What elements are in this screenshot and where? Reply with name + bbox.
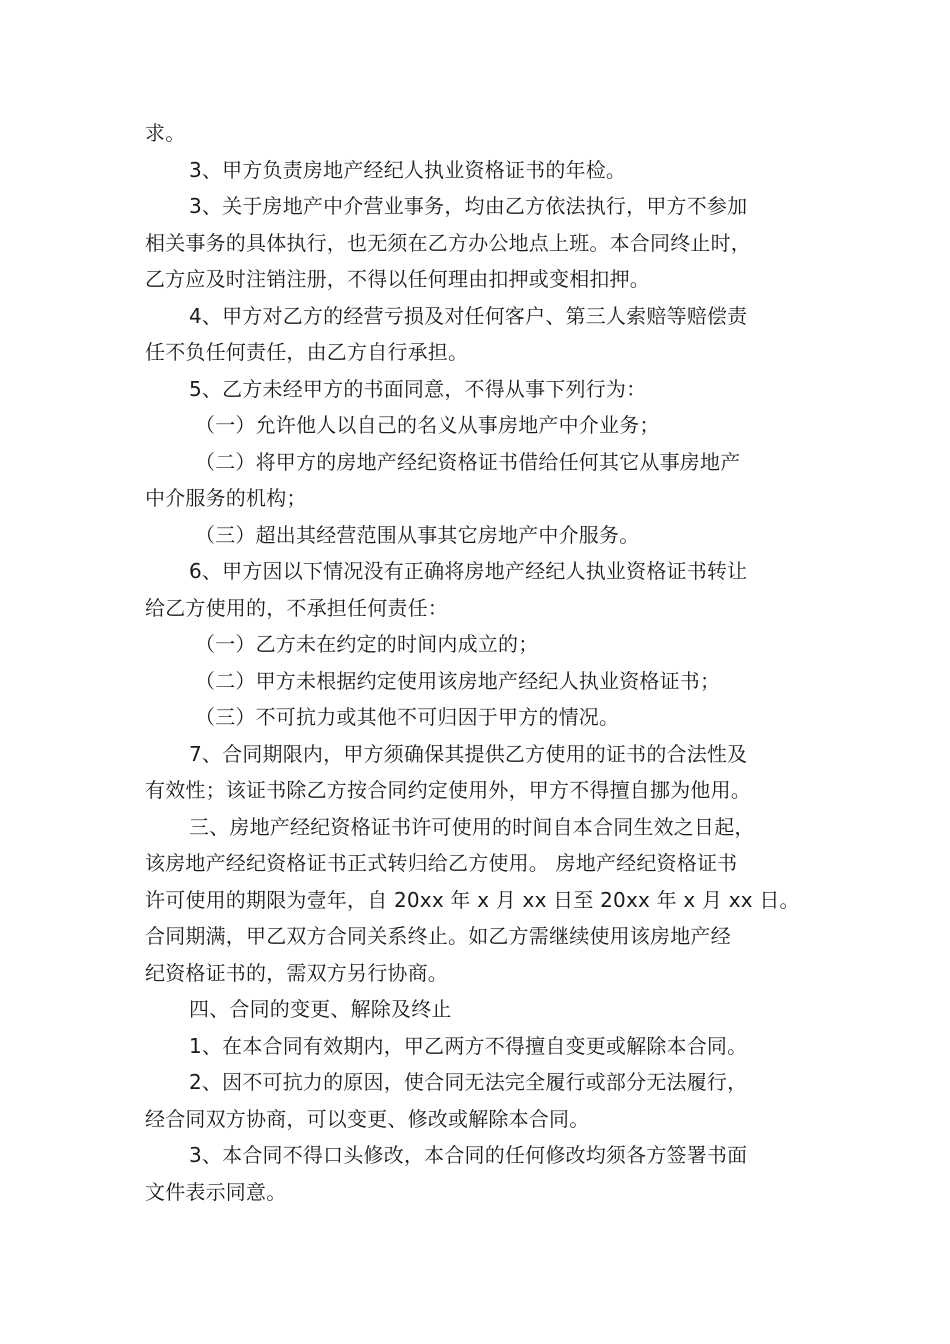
text-line: （二）将甲方的房地产经纪资格证书借给任何其它从事房地产 (195, 449, 741, 474)
text-line: 7、合同期限内，甲方须确保其提供乙方使用的证书的合法性及 (189, 741, 748, 766)
text-line: 给乙方使用的，不承担任何责任： (145, 595, 448, 620)
text-line: 5、乙方未经甲方的书面同意，不得从事下列行为： (189, 376, 647, 401)
text-line: 3、关于房地产中介营业事务，均由乙方依法执行，甲方不参加 (189, 194, 748, 218)
text-line: 该房地产经纪资格证书正式转归给乙方使用。 房地产经纪资格证书 (145, 851, 738, 875)
text-line: 任不负任何责任，由乙方自行承担。 (145, 340, 469, 364)
text-line: 经合同双方协商，可以变更、修改或解除本合同。 (145, 1106, 590, 1131)
document-body (145, 115, 809, 1210)
text-line: 四、合同的变更、解除及终止 (189, 997, 452, 1021)
text-line: 4、甲方对乙方的经营亏损及对任何客户、第三人索赔等赔偿责 (189, 303, 748, 328)
text-line: 中介服务的机构； (145, 486, 307, 510)
text-line: 合同期满，甲乙双方合同关系终止。如乙方需继续使用该房地产经 (145, 924, 731, 948)
text-line: 2、因不可抗力的原因，使合同无法完全履行或部分无法履行， (189, 1070, 748, 1094)
text-line: 三、房地产经纪资格证书许可使用的时间自本合同生效之日起， (189, 814, 755, 839)
text-line: （三）超出其经营范围从事其它房地产中介服务。 (195, 522, 640, 547)
text-line: 6、甲方因以下情况没有正确将房地产经纪人执业资格证书转让 (189, 559, 748, 583)
text-line: 1、在本合同有效期内，甲乙两方不得擅自变更或解除本合同。 (189, 1033, 748, 1058)
text-line: 乙方应及时注销注册，不得以任何理由扣押或变相扣押。 (145, 267, 650, 291)
text-line: 3、甲方负责房地产经纪人执业资格证书的年检。 (189, 157, 627, 182)
text-line: 文件表示同意。 (145, 1179, 287, 1204)
text-line: 纪资格证书的，需双方另行协商。 (145, 960, 448, 985)
text-line: （二）甲方未根据约定使用该房地产经纪人执业资格证书； (195, 668, 721, 693)
text-line: 有效性；该证书除乙方按合同约定使用外，甲方不得擅自挪为他用。 (145, 778, 751, 802)
text-line: 求。 (145, 121, 186, 145)
text-line: 3、本合同不得口头修改，本合同的任何修改均须各方签署书面 (189, 1143, 748, 1167)
text-line: （一）允许他人以自己的名义从事房地产中介业务； (195, 413, 660, 437)
text-line: 相关事务的具体执行，也无须在乙方办公地点上班。本合同终止时， (145, 230, 751, 255)
text-line: （三）不可抗力或其他不可归因于甲方的情况。 (195, 705, 620, 729)
text-line: 许可使用的期限为壹年，自 20xx 年 x 月 xx 日至 20xx 年 x 月 xx 日。 (145, 887, 800, 912)
text-line: （一）乙方未在约定的时间内成立的； (195, 632, 539, 656)
